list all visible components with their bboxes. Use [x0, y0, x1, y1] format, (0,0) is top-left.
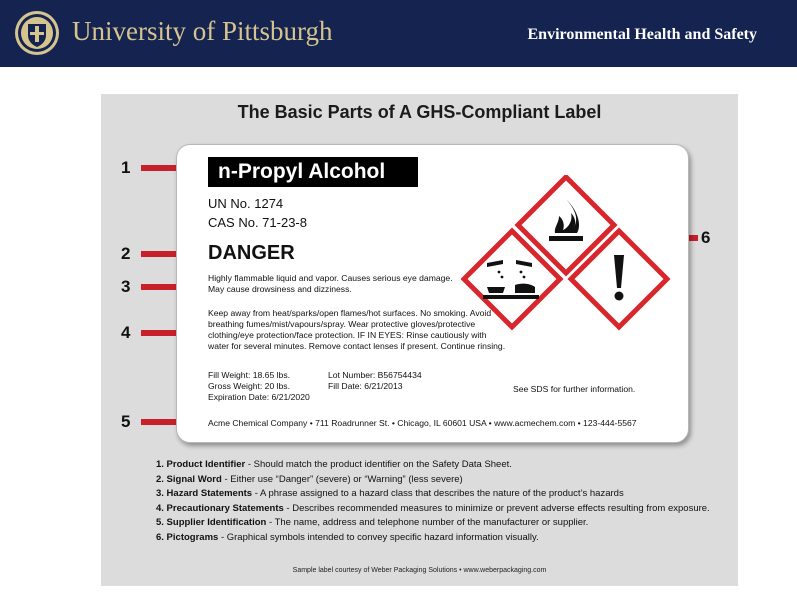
hazard-statement-line: Highly flammable liquid and vapor. Causes serious eye damage.	[208, 273, 453, 283]
ghs-label-figure	[101, 94, 738, 586]
list-item	[156, 531, 710, 546]
figure-title: The Basic Parts of A GHS-Compliant Label	[237, 102, 602, 122]
signal-word: DANGER	[208, 242, 295, 264]
expiration-date: Expiration Date: 6/21/2020	[208, 392, 310, 402]
legend-term: 4. Precautionary Statements	[156, 502, 284, 514]
legend-description: - A phrase assigned to a hazard class that describes the nature of the product’s hazards	[252, 488, 624, 499]
list-item	[156, 502, 710, 517]
precautionary-statement-line: clothing/eye protection/face protection. IF IN EYES: Rinse cautiously with	[208, 330, 487, 340]
precautionary-statement-line: Keep away from heat/sparks/open flames/hot surfaces. No smoking. Avoid	[208, 308, 492, 318]
department-title[interactable]: Environmental Health and Safety	[527, 26, 757, 43]
legend-description: - Either use “Danger” (severe) or “Warning” (less severe)	[221, 473, 463, 485]
callout-number-5: 5	[121, 412, 131, 431]
legend-term: 3. Hazard Statements	[156, 488, 253, 499]
list-item	[156, 473, 710, 488]
site-header	[0, 0, 797, 67]
image-credit: Sample label courtesy of Weber Packaging Solutions • www.weberpackaging.com	[292, 567, 547, 574]
gross-weight: Gross Weight: 20 lbs.	[208, 381, 290, 391]
precautionary-statement-line: water for several minutes. Remove contact lenses if present. Continue rinsing.	[208, 341, 506, 351]
lot-number: Lot Number: B56754434	[328, 370, 422, 380]
university-name[interactable]: University of Pittsburgh	[72, 16, 333, 46]
callout-number-2: 2	[121, 244, 131, 263]
hazard-statement-line: May cause drowsiness and dizziness.	[208, 284, 352, 294]
product-identifier: n-Propyl Alcohol	[208, 157, 418, 187]
legend-description: - Graphical symbols intended to convey specific hazard information visually.	[218, 531, 539, 543]
precautionary-statement-line: breathing fumes/mist/vapours/spray. Wear protective gloves/protective	[208, 319, 476, 329]
callout-number-3: 3	[121, 277, 131, 296]
sds-note: See SDS for further information.	[513, 384, 636, 394]
sample-label-card	[176, 144, 689, 443]
fill-weight: Fill Weight: 18.65 lbs.	[208, 370, 290, 380]
legend-term: 6. Pictograms	[156, 531, 219, 543]
legend-term: 2. Signal Word	[156, 473, 222, 485]
fill-date: Fill Date: 6/21/2013	[328, 381, 403, 391]
ghs-pictograms	[451, 175, 681, 353]
callout-number-4: 4	[121, 323, 131, 342]
list-item	[156, 487, 710, 502]
un-number: UN No. 1274	[208, 196, 284, 211]
list-item	[156, 516, 710, 531]
callout-number-6: 6	[701, 228, 711, 247]
callout-number-1: 1	[121, 158, 131, 177]
legend-description: - Describes recommended measures to minimize or prevent adverse effects resulting from exposure.	[283, 502, 710, 514]
legend-term: 5. Supplier Identification	[156, 517, 267, 528]
legend-term: 1. Product Identifier	[156, 459, 246, 470]
university-seal-icon[interactable]	[14, 10, 60, 56]
list-item	[156, 458, 710, 473]
supplier-identification: Acme Chemical Company • 711 Roadrunner St. • Chicago, IL 60601 USA • www.acmechem.com • 123-444-5567	[208, 418, 637, 428]
cas-number: CAS No. 71-23-8	[208, 215, 307, 230]
legend-description: - Should match the product identifier on the Safety Data Sheet.	[245, 459, 512, 470]
label-parts-legend	[156, 458, 710, 545]
legend-description: - The name, address and telephone number of the manufacturer or supplier.	[266, 517, 589, 528]
